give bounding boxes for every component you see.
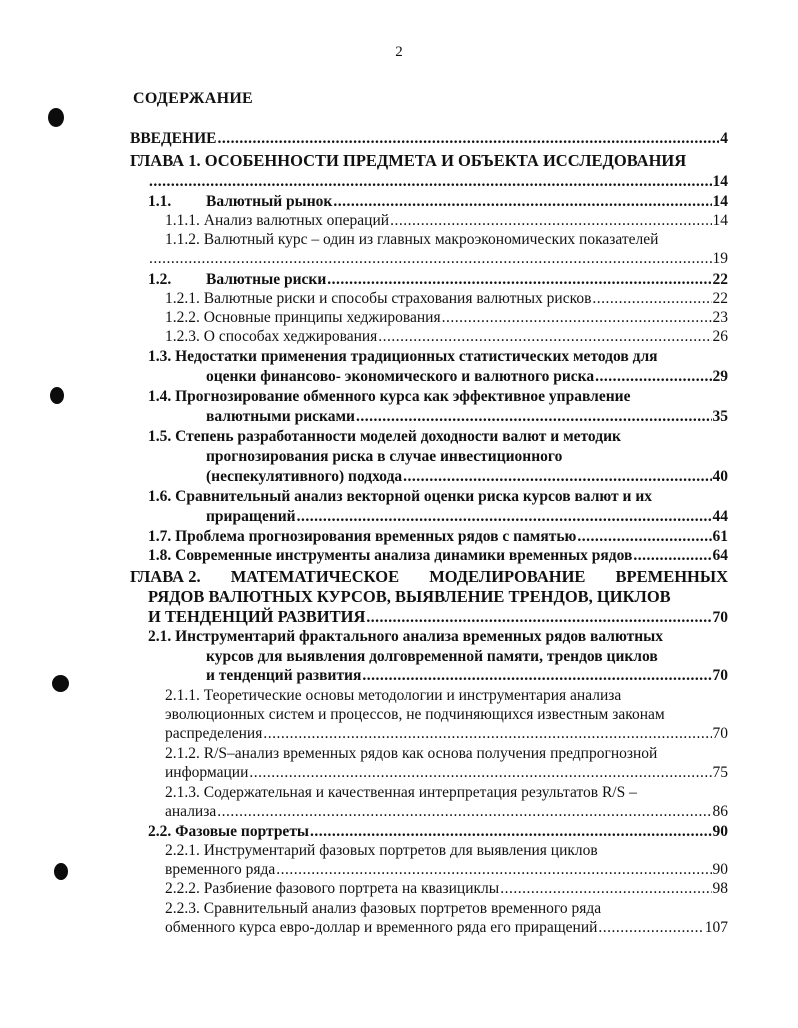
toc-entry-1-7[interactable]: 1.7. Проблема прогнозирования временных рядов с памятью ..... 61 [148,527,728,547]
toc-entry-1-2-2[interactable]: 1.2.2. Основные принципы хеджирования ..... 23 [165,308,728,328]
toc-entry-1-1-2-page[interactable]: ..... 19 [148,249,728,269]
toc-entry-2-2-3-line1: 2.2.3. Сравнительный анализ фазовых портретов временного ряда [165,900,602,917]
toc-entry-2-1-2-line1: 2.1.2. R/S–анализ временных рядов как основа получения предпрогнозной [165,745,658,762]
toc-entry-2-2-2[interactable]: 2.2.2. Разбиение фазового портрета на квазициклы ..... 98 [165,879,728,899]
toc-entry-2-1-1-line1: 2.1.1. Теоретические основы методологии и инструментария анализа [165,687,622,704]
toc-entry-intro[interactable]: ВВЕДЕНИЕ ..... 4 [130,129,728,149]
toc-entry-2-1-3[interactable]: анализа ..... 86 [165,802,728,822]
toc-heading: СОДЕРЖАНИЕ [133,90,254,107]
toc-chapter-1-title: ГЛАВА 1. ОСОБЕННОСТИ ПРЕДМЕТА И ОБЪЕКТА ИССЛЕДОВАНИЯ [130,151,687,170]
scan-blot [50,387,64,404]
toc-entry-2-2[interactable]: 2.2. Фазовые портреты ..... 90 [148,822,728,842]
toc-entry-2-1-1[interactable]: распределения ..... 70 [165,724,728,744]
toc-entry-2-1-line2: курсов для выявления долговременной памяти, трендов циклов [206,648,658,665]
toc-entry-2-1[interactable]: и тенденций развития ..... 70 [206,666,728,686]
toc-entry-1-2-3[interactable]: 1.2.3. О способах хеджирования ..... 26 [165,327,728,347]
toc-chapter-2[interactable]: И ТЕНДЕНЦИЙ РАЗВИТИЯ ..... 70 [148,607,728,627]
toc-entry-2-1-1-line2: эволюционных систем и процессов, не подчиняющихся известным законам [165,706,665,723]
scan-blot [48,108,64,127]
scan-blot [54,863,68,880]
toc-entry-1-1[interactable]: 1.1. Валютный рынок ..... 14 [148,192,728,212]
page-number: 2 [395,44,403,60]
toc-entry-1-4[interactable]: валютными рисками ..... 35 [206,407,728,427]
toc-entry-1-2-1[interactable]: 1.2.1. Валютные риски и способы страхования валютных рисков ..... 22 [165,289,728,309]
toc-chapter-2-line2: РЯДОВ ВАЛЮТНЫХ КУРСОВ, ВЫЯВЛЕНИЕ ТРЕНДОВ, ЦИКЛОВ [148,587,671,606]
toc-entry-2-2-1[interactable]: временного ряда ..... 90 [165,860,728,880]
toc-entry-1-6[interactable]: приращений ..... 44 [206,507,728,527]
toc-entry-2-1-line1: 2.1. Инструментарий фрактального анализа временных рядов валютных [148,628,663,645]
toc-entry-1-1-1[interactable]: 1.1.1. Анализ валютных операций ..... 14 [165,211,728,231]
toc-chapter-1-page[interactable]: ..... 14 [148,172,728,192]
toc-entry-2-1-3-line1: 2.1.3. Содержательная и качественная интерпретация результатов R/S – [165,784,637,801]
toc-chapter-2-line1: ГЛАВА 2. МАТЕМАТИЧЕСКОЕ МОДЕЛИРОВАНИЕ ВРЕМЕННЫХ [130,567,728,586]
toc-entry-1-5-line1: 1.5. Степень разработанности моделей доходности валют и методик [148,428,621,445]
toc-entry-1-2[interactable]: 1.2. Валютные риски ..... 22 [148,270,728,290]
toc-entry-1-8[interactable]: 1.8. Современные инструменты анализа динамики временных рядов ..... 64 [148,546,728,566]
toc-entry-1-6-line1: 1.6. Сравнительный анализ векторной оценки риска курсов валют и их [148,488,653,505]
toc-entry-1-3-line1: 1.3. Недостатки применения традиционных статистических методов для [148,348,658,365]
scan-blot [52,675,69,692]
toc-entry-1-5[interactable]: (неспекулятивного) подхода ..... 40 [206,467,728,487]
toc-entry-1-5-line2: прогнозирования риска в случае инвестиционного [206,448,563,465]
toc-entry-2-1-2[interactable]: информации ..... 75 [165,763,728,783]
toc-entry-2-2-1-line1: 2.2.1. Инструментарий фазовых портретов для выявления циклов [165,842,598,859]
toc-entry-1-1-2-line1: 1.1.2. Валютный курс – один из главных макроэкономических показателей [165,231,659,248]
toc-entry-1-4-line1: 1.4. Прогнозирование обменного курса как эффективное управление [148,388,631,405]
toc-entry-2-2-3[interactable]: обменного курса евро-доллар и временного ряда его приращений ..... 107 [165,918,728,938]
toc-entry-1-3[interactable]: оценки финансово- экономического и валютного риска ..... 29 [206,367,728,387]
